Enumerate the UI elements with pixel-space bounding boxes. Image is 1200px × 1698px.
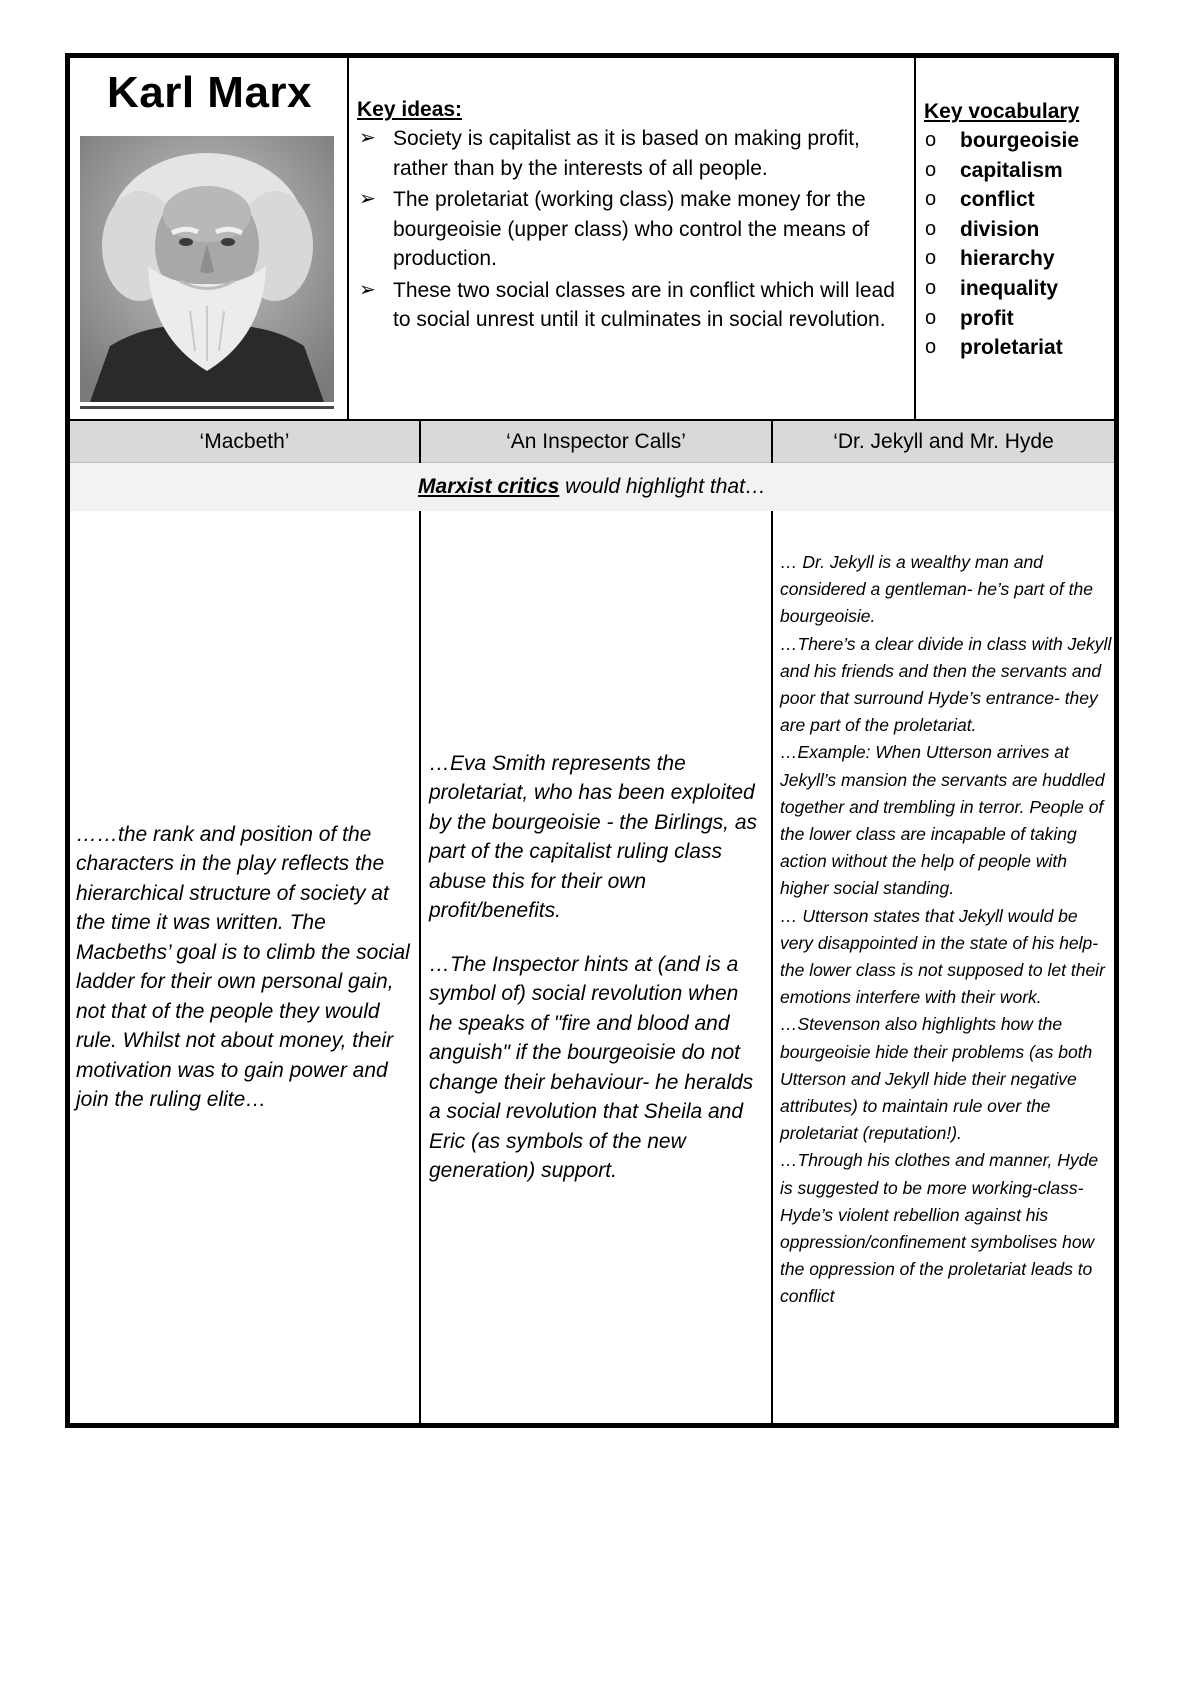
column-header-macbeth: ‘Macbeth’ [199,430,290,453]
page-title: Karl Marx [106,68,313,117]
inspector-paragraph: …Eva Smith represents the proletariat, who has been exploited by the bourgeoisie - the Birlings, as part of the capitalist ruling class abuse this for their own profit/benefits. [429,751,758,922]
key-idea-item: ➢ The proletariat (working class) make money for the bourgeoisie (upper class) who control the means of production. [357,185,904,274]
vocab-item: o inequality [924,274,1114,304]
portrait-photo-icon [80,136,334,402]
column-divider [771,421,773,463]
jekyll-paragraph: …Through his clothes and manner, Hyde is suggested to be more working-class- Hyde’s violent rebellion against his oppression/confinement symbolises how the oppression of the proletariat leads to conflict [780,1150,1099,1307]
column-header-jekyll-hyde: ‘Dr. Jekyll and Mr. Hyde [833,430,1054,453]
portrait-rule [80,406,334,409]
header-section [70,58,1114,421]
key-vocabulary-list [924,126,1114,363]
vocab-item: o capitalism [924,156,1114,186]
key-vocabulary-cell [916,58,1114,419]
arrow-bullet-icon: ➢ [359,278,376,301]
jekyll-paragraph: … Utterson states that Jekyll would be very disappointed in the state of his help- the lower class is not supposed to let their emotions interfere with their work. [780,905,1105,1008]
jekyll-hyde-cell [773,511,1114,1423]
vocab-item: o profit [924,304,1114,334]
vocab-item: o hierarchy [924,244,1114,274]
circle-bullet-icon: o [925,336,937,359]
circle-bullet-icon: o [925,276,937,299]
key-ideas-list [357,124,904,335]
table-subheader [70,463,1114,511]
key-idea-item: ➢ Society is capitalist as it is based on making profit, rather than by the interests of all people. [357,124,904,183]
column-divider [419,421,421,463]
column-header-inspector-calls: ‘An Inspector Calls’ [506,430,686,453]
circle-bullet-icon: o [925,247,937,270]
circle-bullet-icon: o [925,129,937,151]
circle-bullet-icon: o [925,306,937,329]
circle-bullet-icon: o [925,217,937,240]
vocab-item: o proletariat [924,333,1114,363]
revision-sheet [65,53,1119,1428]
macbeth-paragraph: ……the rank and position of the characters in the play reflects the hierarchical structure of society at the time it was written. The Macbeths’ goal is to climb the social ladder for their own personal gain, not that of the people they would rule. Whilst not about money, their motivation was to gain power and join the ruling elite… [76,822,410,1111]
circle-bullet-icon: o [925,188,937,211]
arrow-bullet-icon: ➢ [359,127,376,149]
circle-bullet-icon: o [925,158,937,181]
key-idea-item: ➢ These two social classes are in conflict which will lead to social unrest until it culminates in social revolution. [357,276,904,335]
key-ideas-cell [349,58,916,419]
inspector-paragraph: …The Inspector hints at (and is a symbol of) social revolution when he speaks of "fire and blood and anguish" if the bourgeoisie do not change their behaviour- he heralds a social revolution that Sheila and Eric (as symbols of the new generation) support. [429,952,754,1182]
key-ideas-heading: Key ideas: [357,98,463,121]
vocab-item: o division [924,215,1114,245]
jekyll-paragraph: … Dr. Jekyll is a wealthy man and considered a gentleman- he’s part of the bourgeoisie. [780,552,1093,627]
table-column-headers [70,421,1114,463]
key-vocabulary-heading: Key vocabulary [924,100,1080,123]
vocab-item: o bourgeoisie [924,126,1114,156]
jekyll-paragraph: …Stevenson also highlights how the bourgeoisie hide their problems (as both Utterson and Jekyll hide their negative attributes) to maintain rule over the proletariat (reputation!). [780,1014,1093,1144]
portrait-cell [70,58,349,419]
arrow-bullet-icon: ➢ [359,188,376,210]
subheader-emphasis: Marxist critics [418,475,560,498]
jekyll-paragraph: …There’s a clear divide in class with Jekyll and his friends and then the servants and poor that surround Hyde’s entrance- they are part of the proletariat. [780,633,1112,736]
macbeth-cell [70,511,419,1423]
jekyll-paragraph: …Example: When Utterson arrives at Jekyll’s mansion the servants are huddled together and trembling in terror. People of the lower class are incapable of taking action without the help of people with higher social standing. [780,742,1105,899]
subheader-rest: would highlight that… [559,475,766,498]
inspector-calls-cell [421,511,771,1423]
vocab-item: o conflict [924,185,1114,215]
